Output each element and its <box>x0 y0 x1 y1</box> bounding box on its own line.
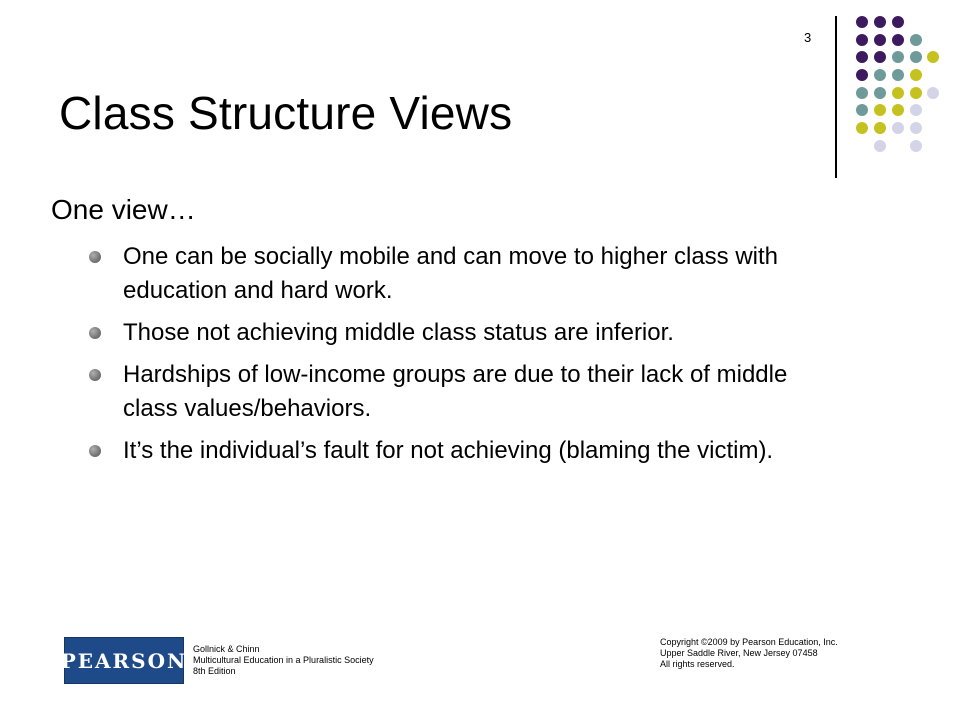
footer-book-info <box>193 644 374 677</box>
pearson-logo-text: PEARSON <box>60 648 188 673</box>
dot <box>874 122 886 134</box>
dot <box>856 34 868 46</box>
copyright-line: Copyright ©2009 by Pearson Education, Inc. <box>660 637 838 647</box>
bullet-icon <box>89 369 101 381</box>
rights-line: All rights reserved. <box>660 659 735 669</box>
bullet-list <box>82 240 832 476</box>
dot <box>874 51 886 63</box>
dot <box>892 87 904 99</box>
dot <box>927 51 939 63</box>
dot <box>892 51 904 63</box>
bullet-item <box>82 240 832 308</box>
dot <box>892 34 904 46</box>
bullet-text: One can be socially mobile and can move to higher class with education and hard work. <box>123 243 779 304</box>
dot <box>874 87 886 99</box>
dot <box>874 16 886 28</box>
footer-authors: Gollnick & Chinn <box>193 644 260 654</box>
dot <box>856 16 868 28</box>
dot <box>910 87 922 99</box>
dot <box>874 34 886 46</box>
dot <box>910 34 922 46</box>
dot <box>910 122 922 134</box>
bullet-text: Hardships of low-income groups are due to their lack of middle class values/behaviors. <box>123 361 788 422</box>
dot <box>927 87 939 99</box>
dot <box>874 140 886 152</box>
bullet-icon <box>89 445 101 457</box>
dot <box>856 122 868 134</box>
dot-cluster <box>856 16 939 152</box>
bullet-text: It’s the individual’s fault for not achieving (blaming the victim). <box>123 437 774 464</box>
address-line: Upper Saddle River, New Jersey 07458 <box>660 648 818 658</box>
slide-title: Class Structure Views <box>59 87 513 139</box>
dot <box>910 104 922 116</box>
dot <box>892 16 904 28</box>
footer-copyright <box>660 637 838 670</box>
bullet-text: Those not achieving middle class status are inferior. <box>123 319 674 346</box>
dot <box>856 104 868 116</box>
pearson-logo <box>60 637 188 684</box>
dot <box>856 51 868 63</box>
dot <box>856 69 868 81</box>
bullet-icon <box>89 327 101 339</box>
lead-text: One view… <box>51 194 196 225</box>
dot <box>910 51 922 63</box>
dot <box>910 140 922 152</box>
dot <box>892 122 904 134</box>
bullet-item <box>82 358 832 426</box>
bullet-item <box>82 316 832 350</box>
dot <box>856 87 868 99</box>
dot <box>874 69 886 81</box>
dot <box>892 104 904 116</box>
dot <box>874 104 886 116</box>
dot <box>910 69 922 81</box>
divider-line <box>835 16 837 178</box>
footer-book-title: Multicultural Education in a Pluralistic Society <box>193 655 374 665</box>
slide-number: 3 <box>804 30 812 45</box>
dot <box>892 69 904 81</box>
bullet-item <box>82 434 832 468</box>
bullet-icon <box>89 251 101 263</box>
footer-edition: 8th Edition <box>193 666 236 676</box>
